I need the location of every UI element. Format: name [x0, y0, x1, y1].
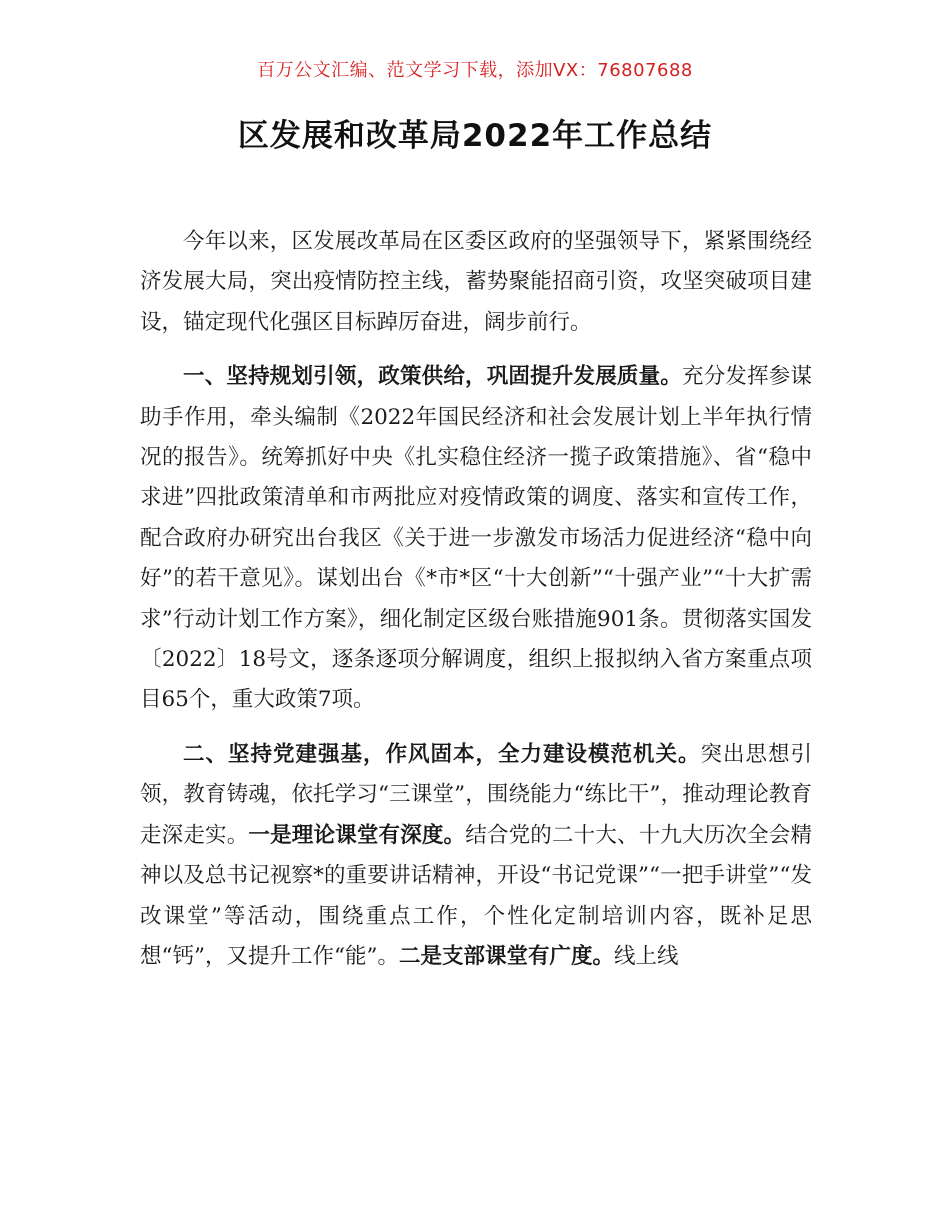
paragraph-text: 今年以来，区发展改革局在区委区政府的坚强领导下，紧紧围绕经济发展大局，突出疫情防控主线，蓄势聚能招商引资，攻坚突破项目建设，锚定现代化强区目标踔厉奋进，阔步前行。: [140, 229, 812, 335]
document-title: 区发展和改革局2022年工作总结: [237, 118, 713, 154]
promo-banner: 百万公文汇编、范文学习下载，添加VX：76807688: [257, 60, 693, 81]
paragraph-text: 突出思想引领，教育铸魂，依托学习“三课堂”，围绕能力“练比干”，推动理论教育走深走实。: [140, 741, 812, 848]
paragraph-section-2: [140, 735, 812, 977]
paragraph-text: 线上线: [613, 943, 679, 969]
paragraph-text: 结合党的二十大、十九大历次全会精神以及总书记视察*的重要讲话精神，开设“书记党课”“一把手讲堂”“发改课堂”等活动，围绕重点工作，个性化定制培训内容，既补足思想“钙”，又提升工作“能”。: [140, 822, 812, 969]
paragraph-section-1: [140, 357, 812, 721]
section-heading: 二、坚持党建强基，作风固本，全力建设模范机关。: [183, 741, 701, 767]
subpoint-heading: 二是支部课堂有广度。: [398, 943, 614, 969]
section-heading: 一、坚持规划引领，政策供给，巩固提升发展质量。: [183, 364, 682, 390]
paragraph-intro: [140, 222, 812, 343]
document-body: [140, 222, 812, 991]
subpoint-heading: 一是理论课堂有深度。: [248, 822, 466, 848]
paragraph-text: 充分发挥参谋助手作用，牵头编制《2022年国民经济和社会发展计划上半年执行情况的报告》。统筹抓好中央《扎实稳住经济一揽子政策措施》、省“稳中求进”四批政策清单和市两批应对疫情政策的调度、落实和宣传工作，配合政府办研究出台我区《关于进一步激发市场活力促进经济“稳中向好”的若干意见》。谋划出台《*市*区“十大创新”“十强产业”“十大扩需求”行动计划工作方案》，细化制定区级台账措施901条。贯彻落实国发〔2022〕18号文，逐条逐项分解调度，组织上报拟纳入省方案重点项目65个，重大政策7项。: [140, 364, 812, 713]
